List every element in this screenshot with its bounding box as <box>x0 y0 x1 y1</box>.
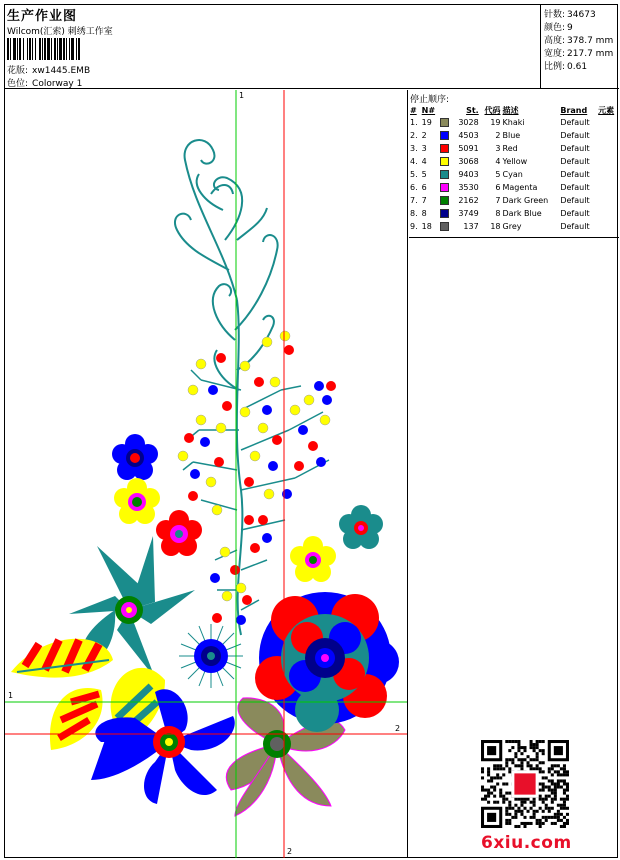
seq-code: 18 <box>490 222 501 231</box>
table-row <box>409 142 619 155</box>
seq-brand: Default <box>560 209 590 218</box>
stat-scale <box>544 59 587 72</box>
stat-height <box>544 33 613 46</box>
stat-width <box>544 46 613 59</box>
table-row <box>409 181 619 194</box>
seq-swatch <box>439 155 452 168</box>
header-info <box>5 5 541 89</box>
seq-stitches: 137 <box>463 222 479 231</box>
seq-description: Khaki <box>502 118 525 127</box>
barcode <box>7 38 132 60</box>
col-index: # <box>410 105 417 115</box>
seq-swatch <box>439 142 452 155</box>
seq-stitches: 9403 <box>458 170 479 179</box>
seq-index: 5. <box>410 170 418 179</box>
design-file-name: xw1445.EMB <box>32 66 91 76</box>
panel-divider <box>409 237 619 238</box>
yellow-flower-right <box>290 536 336 582</box>
color-swatch <box>440 196 449 205</box>
vine-tendrils <box>175 140 278 390</box>
seq-element <box>597 129 619 142</box>
seq-index: 9. <box>410 222 418 231</box>
seq-code: 8 <box>495 209 501 218</box>
guide-label-green-left: 1 <box>8 691 14 700</box>
guide-label-green-top: 1 <box>239 91 245 100</box>
seq-code: 5 <box>495 170 501 179</box>
seq-stitches: 3749 <box>458 209 479 218</box>
embroidery-artwork <box>5 90 408 858</box>
design-label: 花版: <box>7 66 29 76</box>
stat-stitches <box>544 7 596 20</box>
stat-label: 高度: <box>544 36 566 46</box>
seq-index: 4. <box>410 157 418 166</box>
seq-index: 7. <box>410 196 418 205</box>
col-element: 元素 <box>598 105 615 115</box>
color-swatch <box>440 209 449 218</box>
stat-value: 0.61 <box>567 62 588 72</box>
yellow-flower <box>114 478 160 524</box>
seq-swatch <box>439 129 452 142</box>
stat-label: 颜色: <box>544 23 566 33</box>
seq-description: Red <box>502 144 518 153</box>
seq-brand: Default <box>560 183 590 192</box>
seq-description: Yellow <box>502 157 528 166</box>
table-row <box>409 220 619 233</box>
seq-code: 7 <box>495 196 501 205</box>
seq-swatch <box>439 116 452 129</box>
seq-index: 1. <box>410 118 418 127</box>
stat-value: 217.7 mm <box>567 49 614 59</box>
seq-description: Cyan <box>502 170 523 179</box>
table-row <box>409 129 619 142</box>
seq-index: 6. <box>410 183 418 192</box>
stat-label: 宽度: <box>544 49 566 59</box>
table-row <box>409 155 619 168</box>
seq-stitches: 2162 <box>458 196 479 205</box>
seq-stitches: 4503 <box>458 131 479 140</box>
seq-code: 2 <box>495 131 501 140</box>
red-flower <box>156 510 202 556</box>
seq-stitches: 3530 <box>458 183 479 192</box>
seq-element <box>597 220 619 233</box>
table-row <box>409 116 619 129</box>
seq-code: 4 <box>495 157 501 166</box>
seq-element <box>597 142 619 155</box>
small-blue-flower <box>112 434 158 480</box>
seq-brand: Default <box>560 170 590 179</box>
col-brand: Brand <box>560 105 588 115</box>
seq-needle: 8 <box>421 209 427 218</box>
seq-brand: Default <box>560 196 590 205</box>
seq-needle: 18 <box>421 222 432 231</box>
colorway-label: 色位: <box>7 79 29 89</box>
seq-needle: 6 <box>421 183 427 192</box>
stat-value: 378.7 mm <box>567 36 614 46</box>
sheet-title: 生产作业图 <box>7 9 78 24</box>
stat-value: 34673 <box>567 10 596 20</box>
seq-brand: Default <box>560 157 590 166</box>
seq-description: Blue <box>502 131 521 140</box>
stop-sequence-table <box>409 104 619 233</box>
stop-sequence-panel <box>409 90 619 858</box>
seq-swatch <box>439 207 452 220</box>
cyan-flower <box>339 505 383 549</box>
seq-stitches: 5091 <box>458 144 479 153</box>
seq-swatch <box>439 181 452 194</box>
design-preview <box>5 90 408 858</box>
seq-stitches: 3068 <box>458 157 479 166</box>
guide-label-red-bottom: 2 <box>287 847 293 856</box>
col-code: 代码 <box>484 105 501 115</box>
seq-code: 19 <box>490 118 501 127</box>
blue-sunburst <box>179 624 243 688</box>
seq-needle: 2 <box>421 131 427 140</box>
design-file-line <box>7 63 90 76</box>
seq-stitches: 3028 <box>458 118 479 127</box>
color-swatch <box>440 131 449 140</box>
table-row <box>409 207 619 220</box>
table-row <box>409 168 619 181</box>
color-swatch <box>440 222 449 231</box>
table-header-row <box>409 104 619 116</box>
worksheet-header <box>5 5 619 89</box>
color-swatch <box>440 118 449 127</box>
seq-swatch <box>439 220 452 233</box>
seq-brand: Default <box>560 131 590 140</box>
seq-needle: 3 <box>421 144 427 153</box>
seq-needle: 4 <box>421 157 427 166</box>
stat-label: 针数: <box>544 10 566 20</box>
stat-colors <box>544 20 573 33</box>
seq-element <box>597 207 619 220</box>
seq-description: Dark Green <box>502 196 549 205</box>
col-description: 描述 <box>502 105 519 115</box>
seq-element <box>597 181 619 194</box>
col-stitches: St. <box>466 105 479 115</box>
qr-code <box>481 740 569 828</box>
seq-brand: Default <box>560 222 590 231</box>
seq-brand: Default <box>560 144 590 153</box>
color-swatch <box>440 183 449 192</box>
seq-description: Dark Blue <box>502 209 542 218</box>
color-swatch <box>440 157 449 166</box>
seq-element <box>597 168 619 181</box>
guide-label-red-right: 2 <box>395 724 401 733</box>
seq-description: Magenta <box>502 183 538 192</box>
colorway-line <box>7 76 82 89</box>
seq-index: 3. <box>410 144 418 153</box>
seq-index: 2. <box>410 131 418 140</box>
colorway-value: Colorway 1 <box>32 79 83 89</box>
seq-description: Grey <box>502 222 522 231</box>
seq-code: 3 <box>495 144 501 153</box>
seq-code: 6 <box>495 183 501 192</box>
seq-swatch <box>439 194 452 207</box>
berry-dots <box>178 331 336 625</box>
seq-element <box>597 194 619 207</box>
seq-needle: 7 <box>421 196 427 205</box>
design-stats <box>542 5 619 89</box>
seq-swatch <box>439 168 452 181</box>
stat-value: 9 <box>567 23 573 33</box>
color-swatch <box>440 144 449 153</box>
production-worksheet <box>4 4 618 858</box>
studio-name: Wilcom(汇索) 刺绣工作室 <box>7 27 113 37</box>
seq-brand: Default <box>560 118 590 127</box>
seq-needle: 19 <box>421 118 432 127</box>
watermark-logo: 6xiu.com <box>481 833 572 853</box>
stop-sequence-heading: 停止顺序: <box>410 95 450 105</box>
seq-element <box>597 116 619 129</box>
seq-index: 8. <box>410 209 418 218</box>
color-swatch <box>440 170 449 179</box>
col-needle: N# <box>421 105 436 115</box>
seq-element <box>597 155 619 168</box>
stat-label: 比例: <box>544 62 566 72</box>
seq-needle: 5 <box>421 170 427 179</box>
table-row <box>409 194 619 207</box>
